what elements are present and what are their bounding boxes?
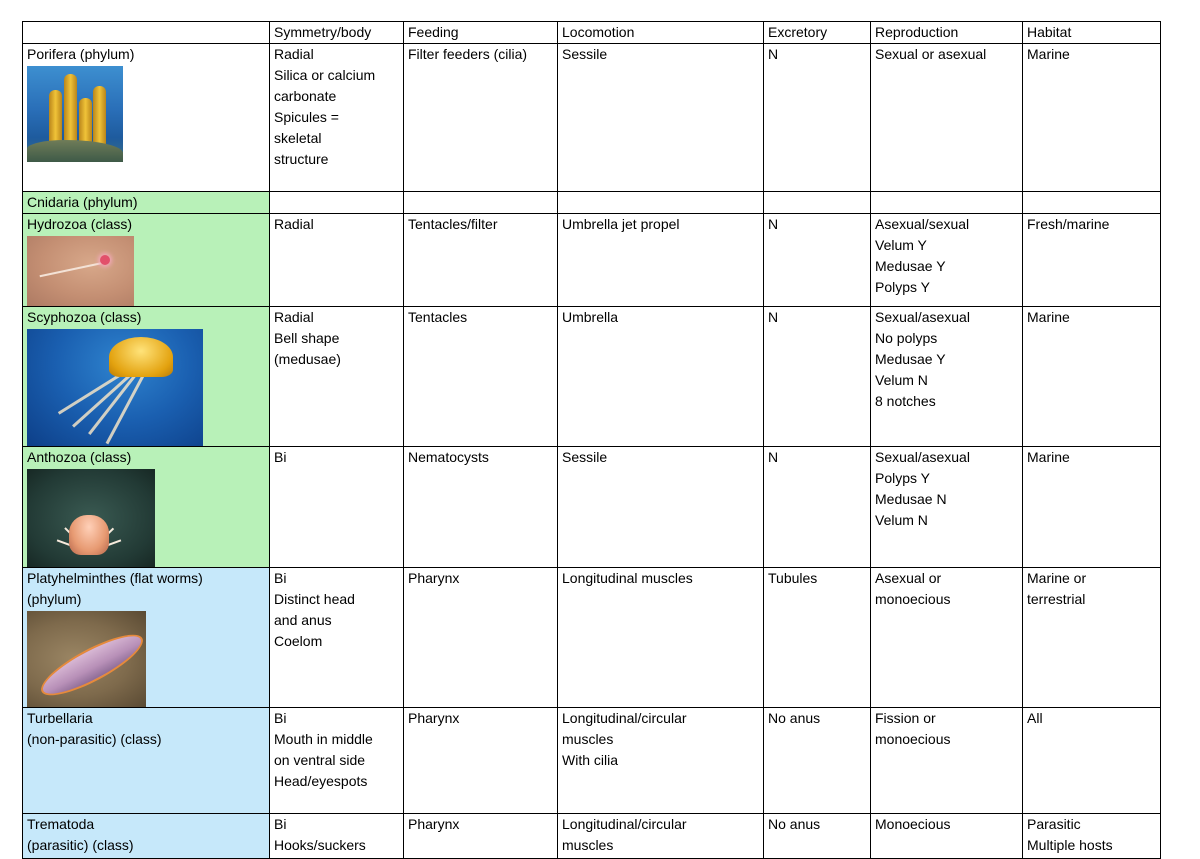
symmetry-line: Coelom [274,633,323,649]
reproduction-line: Medusae N [875,491,947,507]
cell-feeding [404,814,558,859]
cell-habitat [1023,814,1161,859]
habitat-line: Fresh/marine [1027,216,1110,232]
table-row-trematoda [23,814,1161,859]
cell-locomotion [558,44,764,192]
cell-excretory [764,814,871,859]
cell-locomotion [558,214,764,307]
row-label: Scyphozoa (class) [27,309,142,325]
header-excretory: Excretory [764,22,871,44]
cell-feeding [404,307,558,447]
cell-locomotion [558,307,764,447]
cell-symmetry [270,307,404,447]
cell-name [23,814,270,859]
reproduction-line: Monoecious [875,816,951,832]
excretory-line: No anus [768,710,821,726]
cell-reproduction [871,307,1023,447]
hydroid-photo [27,236,134,306]
header-locomotion: Locomotion [558,22,764,44]
header-feeding: Feeding [404,22,558,44]
locomotion-line: Longitudinal/circular [562,816,687,832]
habitat-line: Marine [1027,309,1070,325]
row-label: Cnidaria (phylum) [27,194,138,210]
cell-name [23,307,270,447]
feeding-line: Tentacles [408,309,468,325]
cell-excretory [764,214,871,307]
table-row-scyphozoa [23,307,1161,447]
symmetry-line: Head/eyespots [274,773,368,789]
cell-reproduction [871,214,1023,307]
symmetry-line: on ventral side [274,752,366,768]
row-label: Trematoda [27,816,95,832]
cell-symmetry [270,814,404,859]
row-label: (parasitic) (class) [27,837,134,853]
excretory-line: Tubules [768,570,818,586]
table-row-anthozoa [23,447,1161,568]
locomotion-line: muscles [562,837,614,853]
symmetry-line: Bi [274,570,287,586]
reproduction-line: No polyps [875,330,938,346]
cell-feeding [404,44,558,192]
cell-name [23,708,270,814]
symmetry-line: Hooks/suckers [274,837,366,853]
reproduction-line: Velum Y [875,237,927,253]
locomotion-line: Umbrella jet propel [562,216,680,232]
reproduction-line: Medusae Y [875,351,946,367]
row-label: (phylum) [27,591,82,607]
reproduction-line: Velum N [875,512,928,528]
locomotion-line: Umbrella [562,309,619,325]
row-label: Platyhelminthes (flat worms) [27,570,203,586]
cell-habitat [1023,568,1161,708]
reproduction-line: Medusae Y [875,258,946,274]
yellow-tube-sponge-photo [27,66,123,162]
cell-reproduction [871,814,1023,859]
excretory-line: N [768,309,779,325]
cell-habitat [1023,44,1161,192]
feeding-line: Filter feeders (cilia) [408,46,528,62]
cell-name [23,192,270,214]
cell-symmetry [270,44,404,192]
header-reproduction: Reproduction [871,22,1023,44]
cell-reproduction [871,568,1023,708]
row-label: Turbellaria [27,710,93,726]
table-row-porifera [23,44,1161,192]
cell-feeding [404,708,558,814]
symmetry-line: Bi [274,710,287,726]
cell-name [23,447,270,568]
symmetry-line: Bi [274,816,287,832]
cell-excretory [764,192,871,214]
cell-name [23,568,270,708]
symmetry-line: carbonate [274,88,337,104]
cell-symmetry [270,708,404,814]
reproduction-line: Asexual or [875,570,942,586]
feeding-line: Tentacles/filter [408,216,498,232]
cell-feeding [404,447,558,568]
reproduction-line: Velum N [875,372,928,388]
habitat-line: All [1027,710,1043,726]
locomotion-line: Longitudinal/circular [562,710,687,726]
cell-reproduction [871,44,1023,192]
symmetry-line: Radial [274,46,314,62]
symmetry-line: Silica or calcium [274,67,376,83]
header-row [23,22,1161,44]
cell-locomotion [558,447,764,568]
symmetry-line: structure [274,151,329,167]
locomotion-line: Longitudinal muscles [562,570,693,586]
table-row-platyhelminthes [23,568,1161,708]
symmetry-line: Bell shape [274,330,340,346]
cell-feeding [404,192,558,214]
feeding-line: Nematocysts [408,449,489,465]
cell-habitat [1023,214,1161,307]
habitat-line: Multiple hosts [1027,837,1113,853]
cell-reproduction [871,708,1023,814]
row-label: Porifera (phylum) [27,46,135,62]
reproduction-line: Sexual or asexual [875,46,987,62]
reproduction-line: monoecious [875,731,951,747]
habitat-line: Marine or [1027,570,1087,586]
excretory-line: N [768,449,779,465]
phylum-comparison-table [22,21,1161,859]
reproduction-line: Sexual/asexual [875,449,970,465]
cell-locomotion [558,708,764,814]
cell-habitat [1023,307,1161,447]
habitat-line: Marine [1027,449,1070,465]
cell-symmetry [270,568,404,708]
table-row-cnidaria [23,192,1161,214]
cell-feeding [404,568,558,708]
habitat-line: Marine [1027,46,1070,62]
symmetry-line: (medusae) [274,351,341,367]
symmetry-line: Bi [274,449,287,465]
cell-name [23,214,270,307]
symmetry-line: skeletal [274,130,322,146]
header-group [23,22,270,44]
cell-reproduction [871,192,1023,214]
row-label: (non-parasitic) (class) [27,731,162,747]
header-symmetry: Symmetry/body [270,22,404,44]
feeding-line: Pharynx [408,710,460,726]
cell-habitat [1023,708,1161,814]
cell-excretory [764,447,871,568]
table-row-turbellaria [23,708,1161,814]
cell-locomotion [558,814,764,859]
symmetry-line: Radial [274,216,314,232]
locomotion-line: muscles [562,731,614,747]
locomotion-line: Sessile [562,449,608,465]
symmetry-line: Distinct head [274,591,355,607]
reproduction-line: Polyps Y [875,279,930,295]
locomotion-line: With cilia [562,752,619,768]
cell-locomotion [558,192,764,214]
excretory-line: N [768,46,779,62]
cell-locomotion [558,568,764,708]
feeding-line: Pharynx [408,816,460,832]
reproduction-line: Fission or [875,710,936,726]
cell-excretory [764,568,871,708]
habitat-line: Parasitic [1027,816,1081,832]
cell-symmetry [270,214,404,307]
cell-reproduction [871,447,1023,568]
symmetry-line: Spicules = [274,109,339,125]
jellyfish-photo [27,329,203,446]
cell-feeding [404,214,558,307]
habitat-line: terrestrial [1027,591,1086,607]
cell-habitat [1023,192,1161,214]
sea-anemone-photo [27,469,155,567]
cell-name [23,44,270,192]
header-habitat: Habitat [1023,22,1161,44]
cell-excretory [764,307,871,447]
symmetry-line: Mouth in middle [274,731,373,747]
reproduction-line: Asexual/sexual [875,216,970,232]
symmetry-line: and anus [274,612,332,628]
cell-habitat [1023,447,1161,568]
row-label: Hydrozoa (class) [27,216,133,232]
row-label: Anthozoa (class) [27,449,132,465]
locomotion-line: Sessile [562,46,608,62]
reproduction-line: 8 notches [875,393,936,409]
reproduction-line: Polyps Y [875,470,930,486]
cell-symmetry [270,447,404,568]
feeding-line: Pharynx [408,570,460,586]
reproduction-line: monoecious [875,591,951,607]
reproduction-line: Sexual/asexual [875,309,970,325]
cell-excretory [764,44,871,192]
table-row-hydrozoa [23,214,1161,307]
excretory-line: No anus [768,816,821,832]
cell-symmetry [270,192,404,214]
flatworm-photo [27,611,146,707]
symmetry-line: Radial [274,309,314,325]
excretory-line: N [768,216,779,232]
cell-excretory [764,708,871,814]
